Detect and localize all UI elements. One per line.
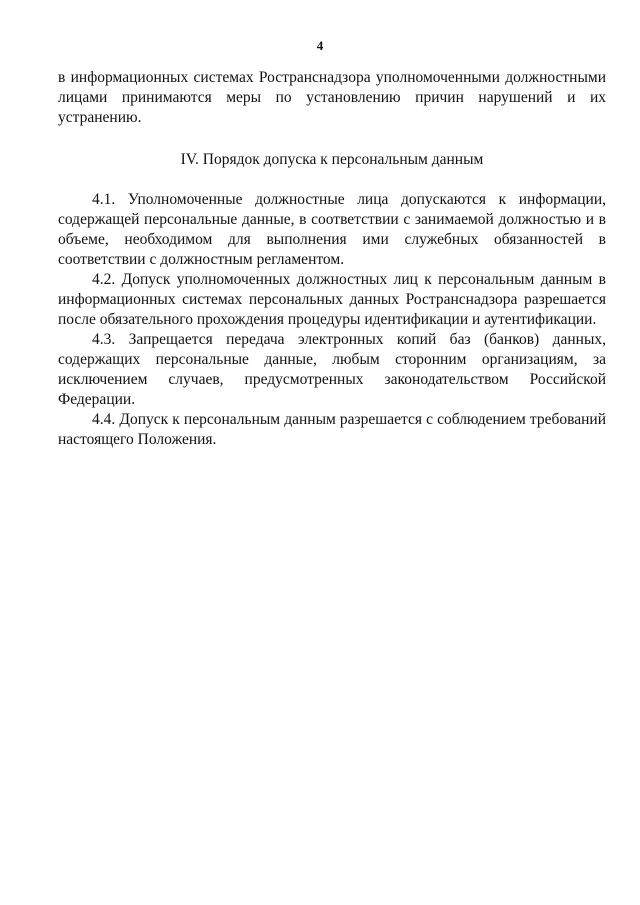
paragraph-4-2: 4.2. Допуск уполномоченных должностных лиц к персональным данным в информационных системах персональных данных Ространснадзора разрешается после обязательного прохождения процедуры идентификации и аутентификации. <box>58 271 606 328</box>
intro-paragraph: в информационных системах Ространснадзора уполномоченными должностными лицами принимаются меры по установлению причин нарушений и их устранению. <box>58 69 606 126</box>
page-number: 4 <box>316 38 324 53</box>
paragraph-4-1: 4.1. Уполномоченные должностные лица допускаются к информации, содержащей персональные данные, в соответствии с занимаемой должностью и в объеме, необходимом для выполнения ими служебных обязанностей в соответствии с должностным регламентом. <box>58 191 606 268</box>
paragraph-4-4: 4.4. Допуск к персональным данным разрешается с соблюдением требований настоящего Положения. <box>58 411 606 448</box>
document-body <box>58 68 606 450</box>
section-title: IV. Порядок допуска к персональным данным <box>180 151 484 168</box>
paragraph-4-3: 4.3. Запрещается передача электронных копий баз (банков) данных, содержащих персональные данные, любым сторонним организациям, за исключением случаев, предусмотренных законодательством Российской Федерации. <box>58 331 606 408</box>
